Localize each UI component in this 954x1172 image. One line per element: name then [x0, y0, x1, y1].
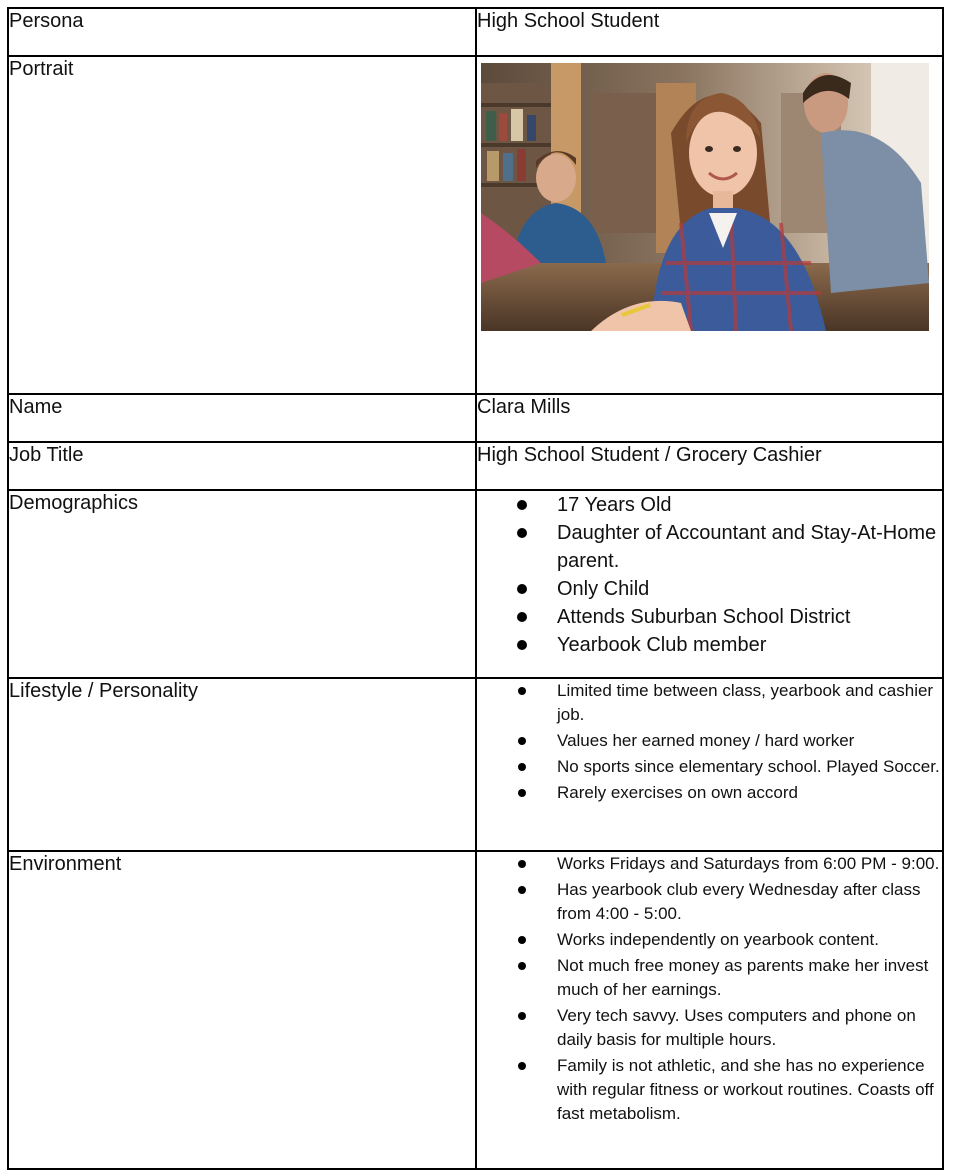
label-name: Name [8, 394, 476, 442]
persona-table [7, 7, 944, 1170]
persona-document [7, 7, 944, 1170]
row-name [8, 394, 943, 442]
list-item: Values her earned money / hard worker [517, 729, 942, 753]
list-item: Limited time between class, yearbook and cashier job. [517, 679, 942, 727]
list-item: Works Fridays and Saturdays from 6:00 PM - 9:00. [517, 852, 942, 876]
row-portrait [8, 56, 943, 394]
label-demographics: Demographics [8, 490, 476, 678]
label-environment: Environment [8, 851, 476, 1169]
list-item: Not much free money as parents make her invest much of her earnings. [517, 954, 942, 1002]
list-item: No sports since elementary school. Played Soccer. [517, 755, 942, 779]
label-portrait: Portrait [8, 56, 476, 394]
row-demographics [8, 490, 943, 678]
portrait-photo [481, 63, 929, 331]
value-persona: High School Student [476, 8, 943, 56]
list-item: Rarely exercises on own accord [517, 781, 942, 805]
list-item: Has yearbook club every Wednesday after class from 4:00 - 5:00. [517, 878, 942, 926]
list-item: 17 Years Old [517, 491, 942, 519]
label-persona: Persona [8, 8, 476, 56]
row-environment [8, 851, 943, 1169]
list-item: Attends Suburban School District [517, 603, 942, 631]
label-lifestyle: Lifestyle / Personality [8, 678, 476, 851]
row-lifestyle [8, 678, 943, 851]
list-item: Yearbook Club member [517, 631, 942, 659]
list-item: Only Child [517, 575, 942, 603]
list-item: Very tech savvy. Uses computers and phone on daily basis for multiple hours. [517, 1004, 942, 1052]
row-job-title [8, 442, 943, 490]
value-name: Clara Mills [476, 394, 943, 442]
demographics-list [477, 491, 942, 659]
row-persona [8, 8, 943, 56]
environment-list [477, 852, 942, 1126]
label-job-title: Job Title [8, 442, 476, 490]
list-item: Daughter of Accountant and Stay-At-Home parent. [517, 519, 942, 575]
list-item: Family is not athletic, and she has no experience with regular fitness or workout routines. Coasts off fast metabolism. [517, 1054, 942, 1126]
list-item: Works independently on yearbook content. [517, 928, 942, 952]
value-job-title: High School Student / Grocery Cashier [476, 442, 943, 490]
lifestyle-list [477, 679, 942, 805]
